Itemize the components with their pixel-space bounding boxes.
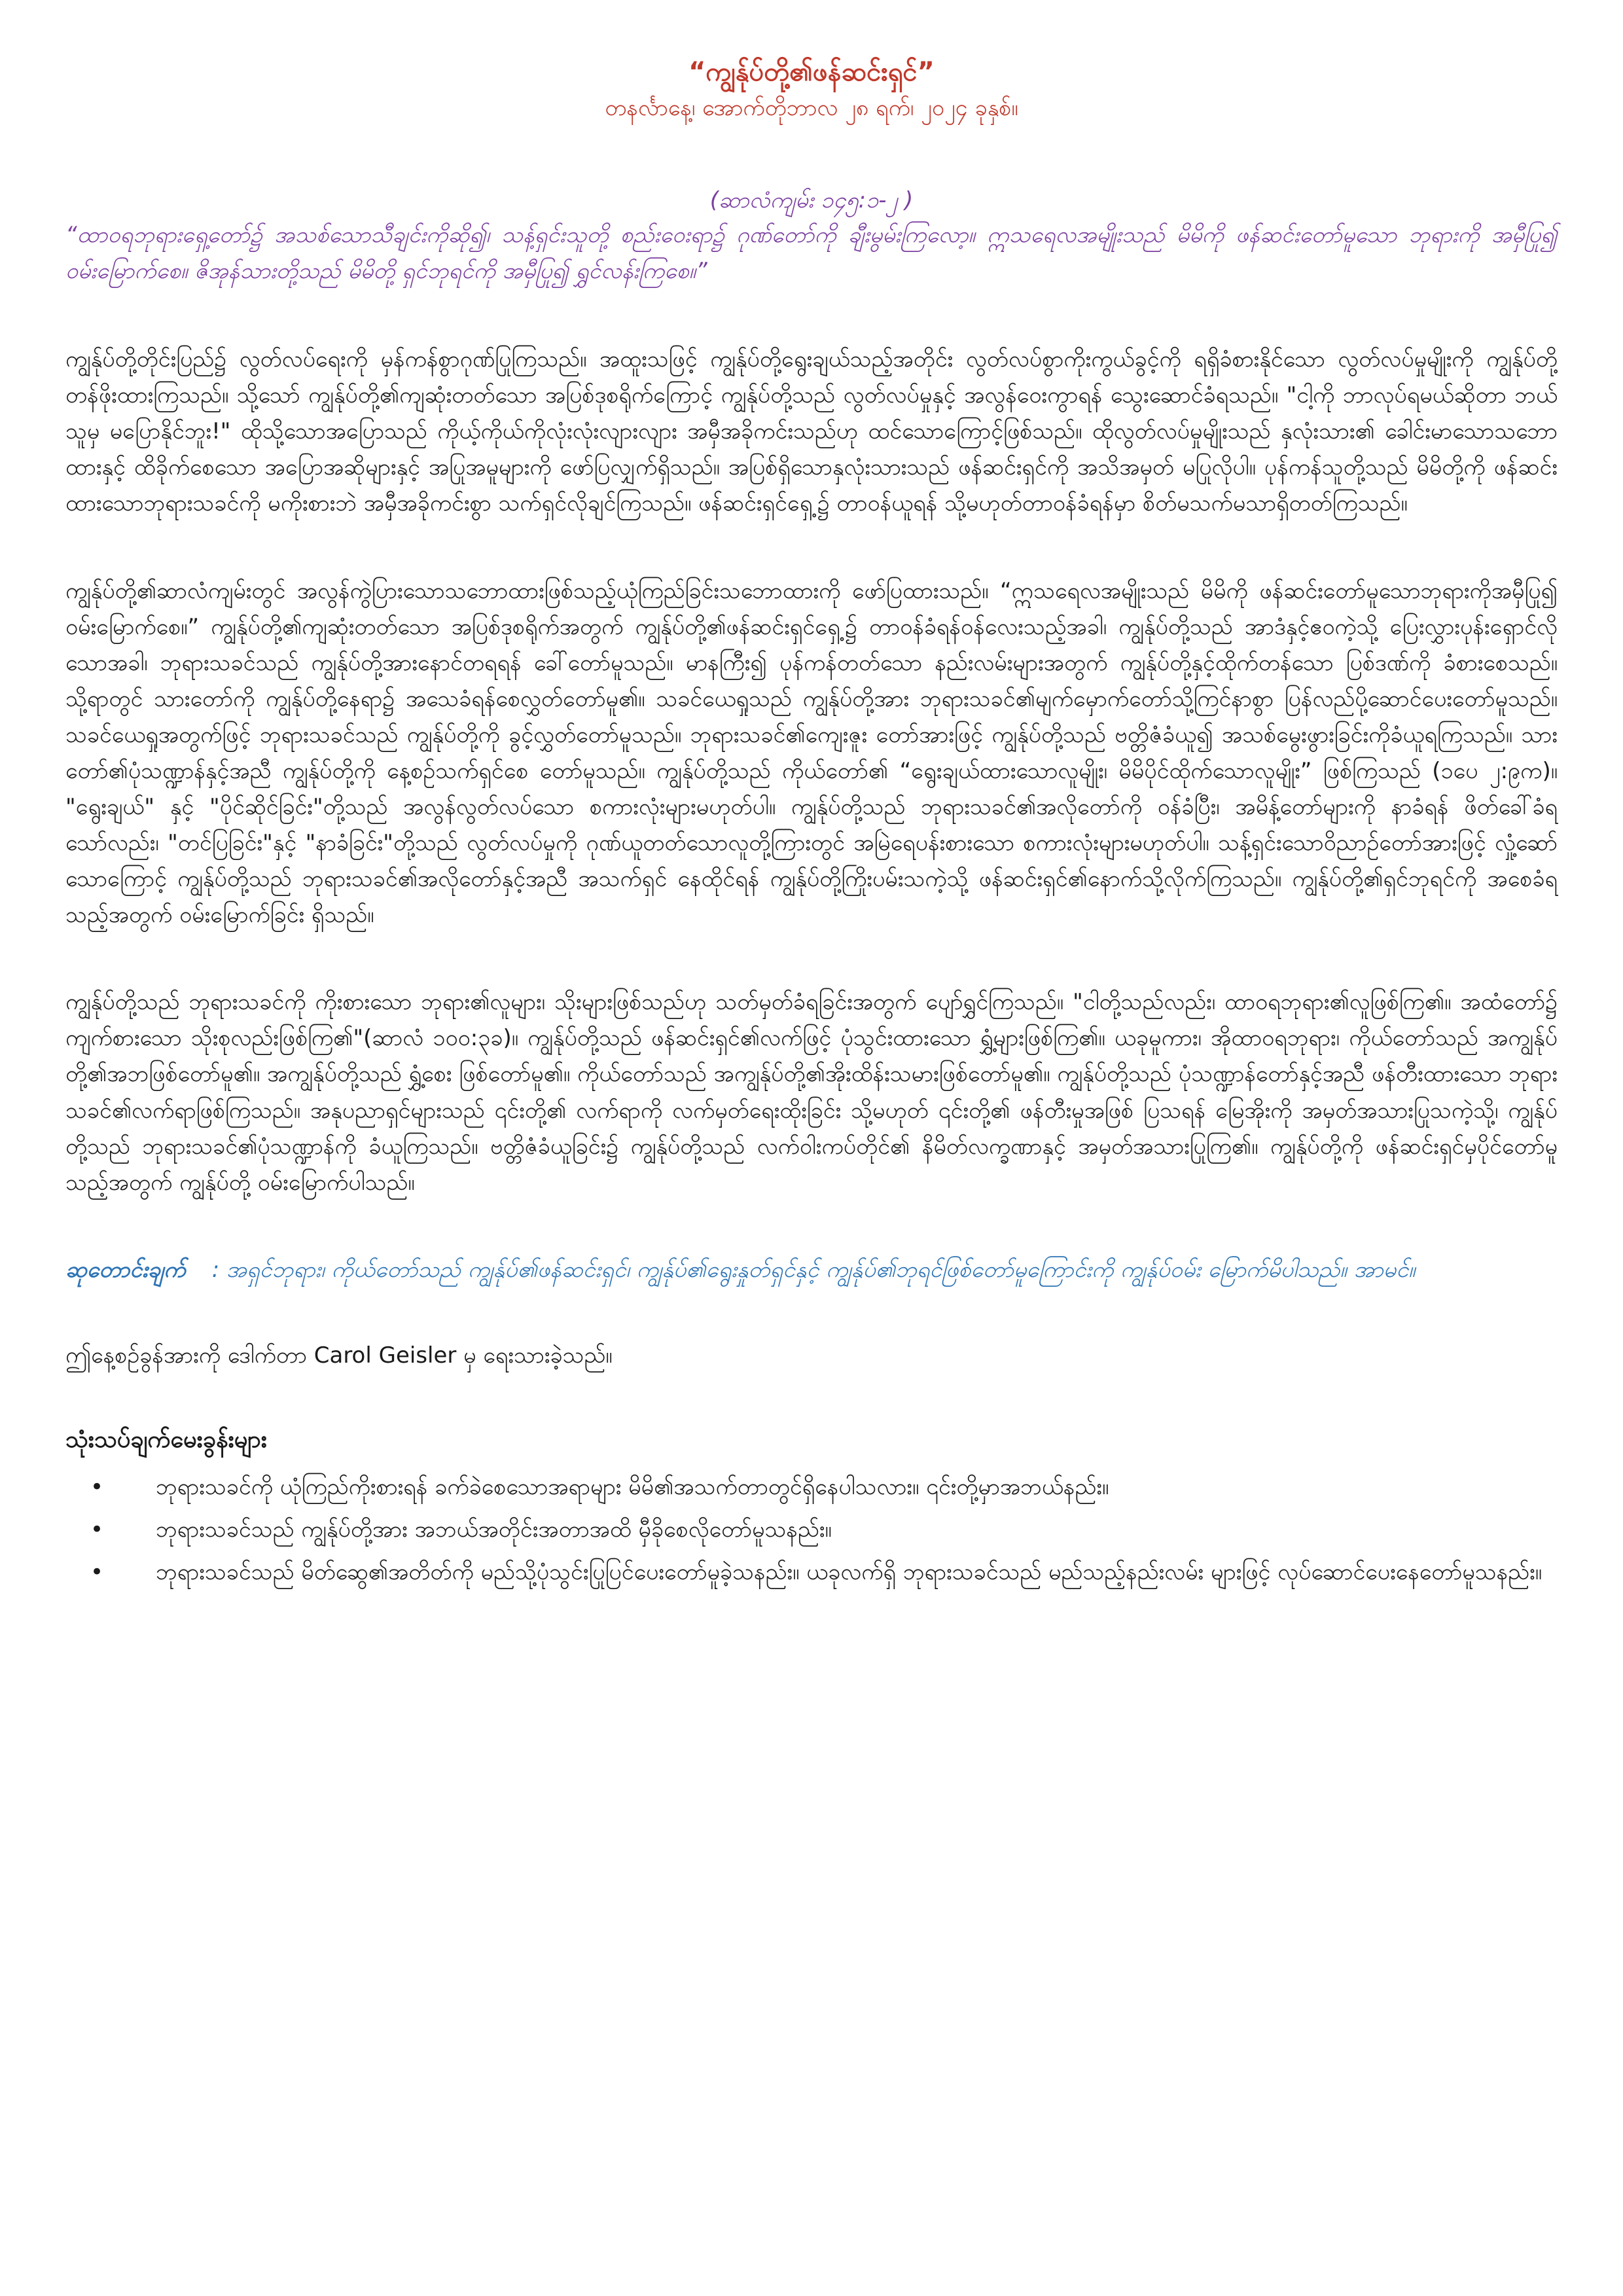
question-item: • ဘုရားသခင်သည် ကျွန်ုပ်တို့အား အဘယ်အတိုင်းအတာအထိ မှီခိုစေလိုတော်မူသနည်း။ — [156, 1512, 1558, 1548]
question-item: • ဘုရားသခင်သည် မိတ်ဆွေ၏အတိတ်ကို မည်သို့ပုံသွင်းပြုပြင်ပေးတော်မူခဲ့သနည်း။ ယခုလက်ရှိ ဘုရားသခင်သည် မည်သည့်နည်းလမ်း များဖြင့် လုပ်ဆောင်ပေးနေတော်မူသနည်း။ — [156, 1554, 1558, 1590]
body-paragraph-2: ကျွန်ုပ်တို့၏ဆာလံကျမ်းတွင် အလွန်ကွဲပြားသောသဘောထားဖြစ်သည့်ယုံကြည်ခြင်းသဘောထားကို ဖော်ပြထားသည်။ “ဣသရေလအမျိုးသည် မိမိကို ဖန်ဆင်းတော်မူသောဘုရားကိုအမှီပြု၍ ဝမ်းမြောက်စေ။” ကျွန်ုပ်တို့၏ကျဆုံးတတ်သော အပြစ်ဒုစရိုက်အတွက် ကျွန်ုပ်တို့၏ဖန်ဆင်းရှင်ရှေ့၌ တာဝန်ခံရန်ဝန်လေးသည့်အခါ၊ ကျွန်ုပ်တို့သည် အာဒံနှင့်ဧဝကဲ့သို့ ပြေးလွှားပုန်းရှောင်လိုသောအခါ၊ ဘုရားသခင်သည် ကျွန်ုပ်တို့အားနောင်တရရန် ခေါ်တော်မူသည်။ မာနကြီး၍ ပုန်ကန်တတ်သော နည်းလမ်းများအတွက် ကျွန်ုပ်တို့နှင့်ထိုက်တန်သော ပြစ်ဒဏ်ကို ခံစားစေသည်။ သို့ရာတွင် သားတော်ကို ကျွန်ုပ်တို့နေရာ၌ အသေခံရန်စေလွှတ်တော်မူ၏။ သခင်ယေရှုသည် ကျွန်ုပ်တို့အား ဘုရားသခင်၏မျက်မှောက်တော်သို့ကြင်နာစွာ ပြန်လည်ပို့ဆောင်ပေးတော်မူသည်။ သခင်ယေရှုအတွက်ဖြင့် ဘုရားသခင်သည် ကျွန်ုပ်တို့ကို ခွင့်လွှတ်တော်မူသည်။ ဘုရားသခင်၏ကျေးဇူး တော်အားဖြင့် ကျွန်ုပ်တို့သည် ဗတ္တိဇံခံယူ၍ အသစ်မွေးဖွားခြင်းကိုခံယူရကြသည်။ သားတော်၏ပုံသဏ္ဍာန်နှင့်အညီ ကျွန်ုပ်တို့ကို နေ့စဉ်သက်ရှင်စေ တော်မူသည်။ ကျွန်ုပ်တို့သည် ကိုယ်တော်၏ “ရွေးချယ်ထားသောလူမျိုး၊ မိမိပိုင်ထိုက်သောလူမျိုး” ဖြစ်ကြသည် (၁ပေ ၂:၉က)။ "ရွေးချယ်" နှင့် "ပိုင်ဆိုင်ခြင်း"တို့သည် အလွန်လွတ်လပ်သော စကားလုံးများမဟုတ်ပါ။ ကျွန်ုပ်တို့သည် ဘုရားသခင်၏အလိုတော်ကို ဝန်ခံပြီး၊ အမိန့်တော်များကို နာခံရန် ဖိတ်ခေါ်ခံရသော်လည်း၊ "တင်ပြခြင်း"နှင့် "နာခံခြင်း"တို့သည် လွတ်လပ်မှုကို ဂုဏ်ယူတတ်သောလူတို့ကြားတွင် အမြဲရေပန်းစားသော စကားလုံးများမဟုတ်ပါ။ သန့်ရှင်းသောဝိညာဉ်တော်အားဖြင့် လှုံ့ဆော်သောကြောင့် ကျွန်ုပ်တို့သည် ဘုရားသခင်၏အလိုတော်နှင့်အညီ အသက်ရှင် နေထိုင်ရန် ကျွန်ုပ်တို့ကြိုးပမ်းသကဲ့သို့ ဖန်ဆင်းရှင်၏နောက်သို့လိုက်ကြသည်။ ကျွန်ုပ်တို့၏ရှင်ဘုရင်ကို အစေခံရသည့်အတွက် ဝမ်းမြောက်ခြင်း ရှိသည်။ — [65, 577, 1558, 929]
author-credit: ဤနေ့စဉ်ခွန်အားကို ဒေါက်တာ Carol Geisler မှ ရေးသားခဲ့သည်။ — [65, 1342, 613, 1369]
scripture-text: “ထာဝရဘုရားရှေ့တော်၌ အသစ်သောသီချင်းကိုဆို၍၊ သန့်ရှင်းသူတို့ စည်းဝေးရာ၌ ဂုဏ်တော်ကို ချီးမွမ်းကြလော့။ ဣသရေလအမျိုးသည် မိမိကို ဖန်ဆင်းတော်မူသော ဘုရားကို အမှီပြု၍ ဝမ်းမြောက်စေ။ ဇိအုန်သားတို့သည် မိမိတို့ ရှင်ဘုရင်ကို အမှီပြု၍ ရွှင်လန်းကြစေ။” — [65, 222, 1558, 285]
questions-list — [65, 1469, 1558, 1590]
body-paragraph-1: ကျွန်ုပ်တို့တိုင်းပြည်၌ လွတ်လပ်ရေးကို မှန်ကန်စွာဂုဏ်ပြုကြသည်။ အထူးသဖြင့် ကျွန်ုပ်တို့ရွေးချယ်သည့်အတိုင်း လွတ်လပ်စွာကိုးကွယ်ခွင့်ကို ရရှိခံစားနိုင်သော လွတ်လပ်မှုမျိုးကို ကျွန်ုပ်တို့တန်ဖိုးထားကြသည်။ သို့သော် ကျွန်ုပ်တို့၏ကျဆုံးတတ်သော အပြစ်ဒုစရိုက်ကြောင့် ကျွန်ုပ်တို့သည် လွတ်လပ်မှုနှင့် အလွန်ဝေးကွာရန် သွေးဆောင်ခံရသည်။ "ငါ့ကို ဘာလုပ်ရမယ်ဆိုတာ ဘယ်သူမှ မပြောနိုင်ဘူး!" ထိုသို့သောအပြောသည် ကိုယ့်ကိုယ်ကိုလုံးလုံးလျားလျား အမှီအခိုကင်းသည်ဟု ထင်သောကြောင့်ဖြစ်သည်။ ထိုလွတ်လပ်မှုမျိုးသည် နှလုံးသား၏ ခေါင်းမာသောသဘော ထားနှင့် ထိခိုက်စေသော အပြောအဆိုများနှင့် အပြုအမူများကို ဖော်ပြလျှက်ရှိသည်။ အပြစ်ရှိသောနှလုံးသားသည် ဖန်ဆင်းရှင်ကို အသိအမှတ် မပြုလိုပါ။ ပုန်ကန်သူတို့သည် မိမိတို့ကို ဖန်ဆင်းထားသောဘုရားသခင်ကို မကိုးစားဘဲ အမှီအခိုကင်းစွာ သက်ရှင်လိုချင်ကြသည်။ ဖန်ဆင်းရှင်ရှေ့၌ တာဝန်ယူရန် သို့မဟုတ်တာဝန်ခံရန်မှာ စိတ်မသက်မသာရှိတတ်ကြသည်။ — [65, 346, 1558, 517]
bullet-icon: • — [90, 1473, 104, 1500]
prayer — [65, 1252, 1558, 1288]
page-title: “ကျွန်ုပ်တို့၏ဖန်ဆင်းရှင်” — [688, 57, 935, 87]
page-date: တနင်္လာနေ့၊ အောက်တိုဘာလ ၂၈ ရက်၊ ၂၀၂၄ ခုနှစ်။ — [605, 95, 1018, 121]
bullet-icon: • — [90, 1559, 104, 1586]
question-item: • ဘုရားသခင်ကို ယုံကြည်ကိုးစားရန် ခက်ခဲစေသောအရာများ မိမိ၏အသက်တာတွင်ရှိနေပါသလား။ ၎င်းတို့မှာအဘယ်နည်း။ — [156, 1469, 1558, 1505]
scripture-reference: (ဆာလံကျမ်း ၁၄၅:၁-၂ ) — [709, 187, 914, 213]
body-paragraph-3: ကျွန်ုပ်တို့သည် ဘုရားသခင်ကို ကိုးစားသော ဘုရား၏လူများ၊ သိုးများဖြစ်သည်ဟု သတ်မှတ်ခံရခြင်းအတွက် ပျော်ရွှင်ကြသည်။ "ငါတို့သည်လည်း၊ ထာဝရဘုရား၏လူဖြစ်ကြ၏။ အထံတော်၌ ကျက်စားသော သိုးစုလည်းဖြစ်ကြ၏"(ဆာလံ ၁၀၀:၃ခ)။ ကျွန်ုပ်တို့သည် ဖန်ဆင်းရှင်၏လက်ဖြင့် ပုံသွင်းထားသော ရွှံ့များဖြစ်ကြ၏။ ယခုမူကား၊ အိုထာဝရဘုရား၊ ကိုယ်တော်သည် အကျွန်ုပ်တို့၏အဘဖြစ်တော်မူ၏။ အကျွန်ုပ်တို့သည် ရွှံ့စေး ဖြစ်တော်မူ၏။ ကိုယ်တော်သည် အကျွန်ုပ်တို့၏အိုးထိန်းသမားဖြစ်တော်မူ၏။ ကျွန်ုပ်တို့သည် ပုံသဏ္ဍာန်တော်နှင့်အညီ ဖန်တီးထားသော ဘုရား သခင်၏လက်ရာဖြစ်ကြသည်။ အနုပညာရှင်များသည် ၎င်းတို့၏ လက်ရာကို လက်မှတ်ရေးထိုးခြင်း သို့မဟုတ် ၎င်းတို့၏ ဖန်တီးမှုအဖြစ် ပြသရန် မြေအိုးကို အမှတ်အသားပြုသကဲ့သို့၊ ကျွန်ုပ်တို့သည် ဘုရားသခင်၏ပုံသဏ္ဍာန်ကို ခံယူကြသည်။ ဗတ္တိဇံခံယူခြင်း၌ ကျွန်ုပ်တို့သည် လက်ဝါးကပ်တိုင်၏ နိမိတ်လက္ခဏာနှင့် အမှတ်အသားပြုကြ၏။ ကျွန်ုပ်တို့ကို ဖန်ဆင်းရှင်မှပိုင်တော်မူသည့်အတွက် ကျွန်ုပ်တို့ ဝမ်းမြောက်ပါသည်။ — [65, 989, 1558, 1196]
questions-heading: သုံးသပ်ချက်မေးခွန်းများ — [65, 1426, 267, 1453]
bullet-icon: • — [90, 1516, 104, 1543]
prayer-label: ဆုတောင်းချက် — [65, 1256, 186, 1283]
prayer-text: : အရှင်ဘုရား၊ ကိုယ်တော်သည် ကျွန်ုပ်၏ဖန်ဆင်းရှင်၊ ကျွန်ုပ်၏ရွေးနှုတ်ရှင်နှင့် ကျွန်ုပ်၏ဘုရင်ဖြစ်တော်မူကြောင်းကို ကျွန်ုပ်ဝမ်း မြောက်မိပါသည်။ အာမင်။ — [211, 1256, 1416, 1283]
